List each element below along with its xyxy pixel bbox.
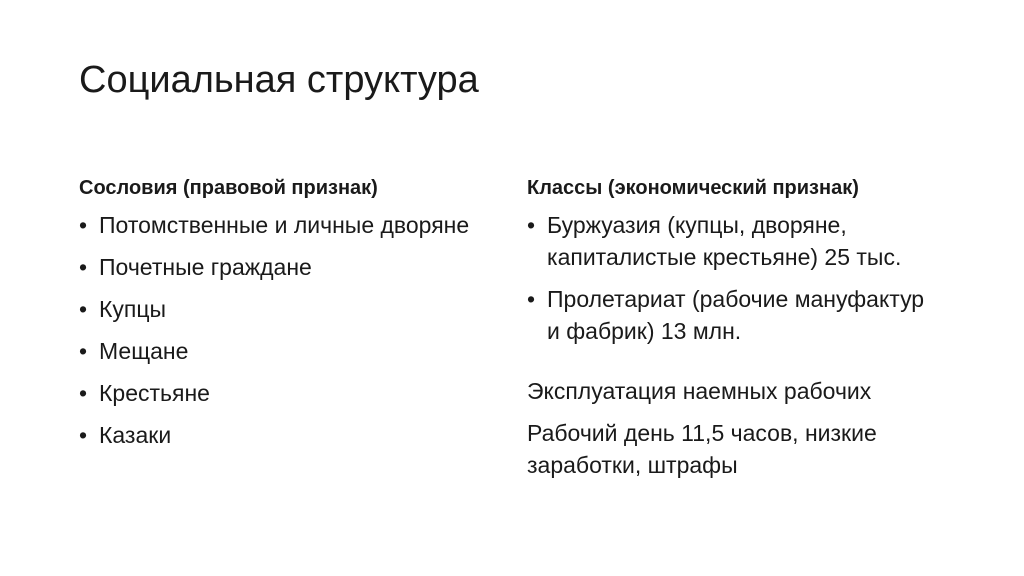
right-bullet-list (527, 209, 927, 347)
list-item (79, 335, 479, 367)
left-column-heading: Сословия (правовой признак) (79, 177, 378, 199)
list-item-text: Пролетариат (рабочие мануфактур и фабрик) 13 млн. (547, 286, 925, 344)
left-column (79, 176, 479, 461)
bullet-icon: • (79, 338, 88, 364)
list-item-text: Мещане (99, 338, 189, 364)
working-day-paragraph: Рабочий день 11,5 часов, низкие заработки, штрафы (527, 420, 877, 478)
list-item-text: Буржуазия (купцы, дворяне, капиталистые крестьяне) 25 тыс. (547, 212, 902, 270)
right-column (527, 176, 927, 481)
bullet-icon: • (79, 422, 88, 448)
bullet-icon: • (79, 380, 88, 406)
right-column-heading: Классы (экономический признак) (527, 177, 859, 199)
left-bullet-list (79, 209, 479, 451)
list-item-text: Купцы (99, 296, 167, 322)
slide-title: Социальная структура (79, 59, 479, 101)
list-item (79, 251, 479, 283)
list-item-text: Казаки (99, 422, 172, 448)
bullet-icon: • (79, 212, 88, 238)
bullet-icon: • (527, 286, 536, 312)
list-item-text: Крестьяне (99, 380, 210, 406)
list-item-text: Потомственные и личные дворяне (99, 212, 470, 238)
list-item (79, 377, 479, 409)
list-item (527, 209, 927, 273)
bullet-icon: • (527, 212, 536, 238)
bullet-icon: • (79, 296, 88, 322)
list-item (79, 419, 479, 451)
list-item-text: Почетные граждане (99, 254, 312, 280)
bullet-icon: • (79, 254, 88, 280)
list-item (79, 293, 479, 325)
list-item (527, 283, 927, 347)
list-item (79, 209, 479, 241)
exploitation-paragraph: Эксплуатация наемных рабочих (527, 378, 872, 404)
